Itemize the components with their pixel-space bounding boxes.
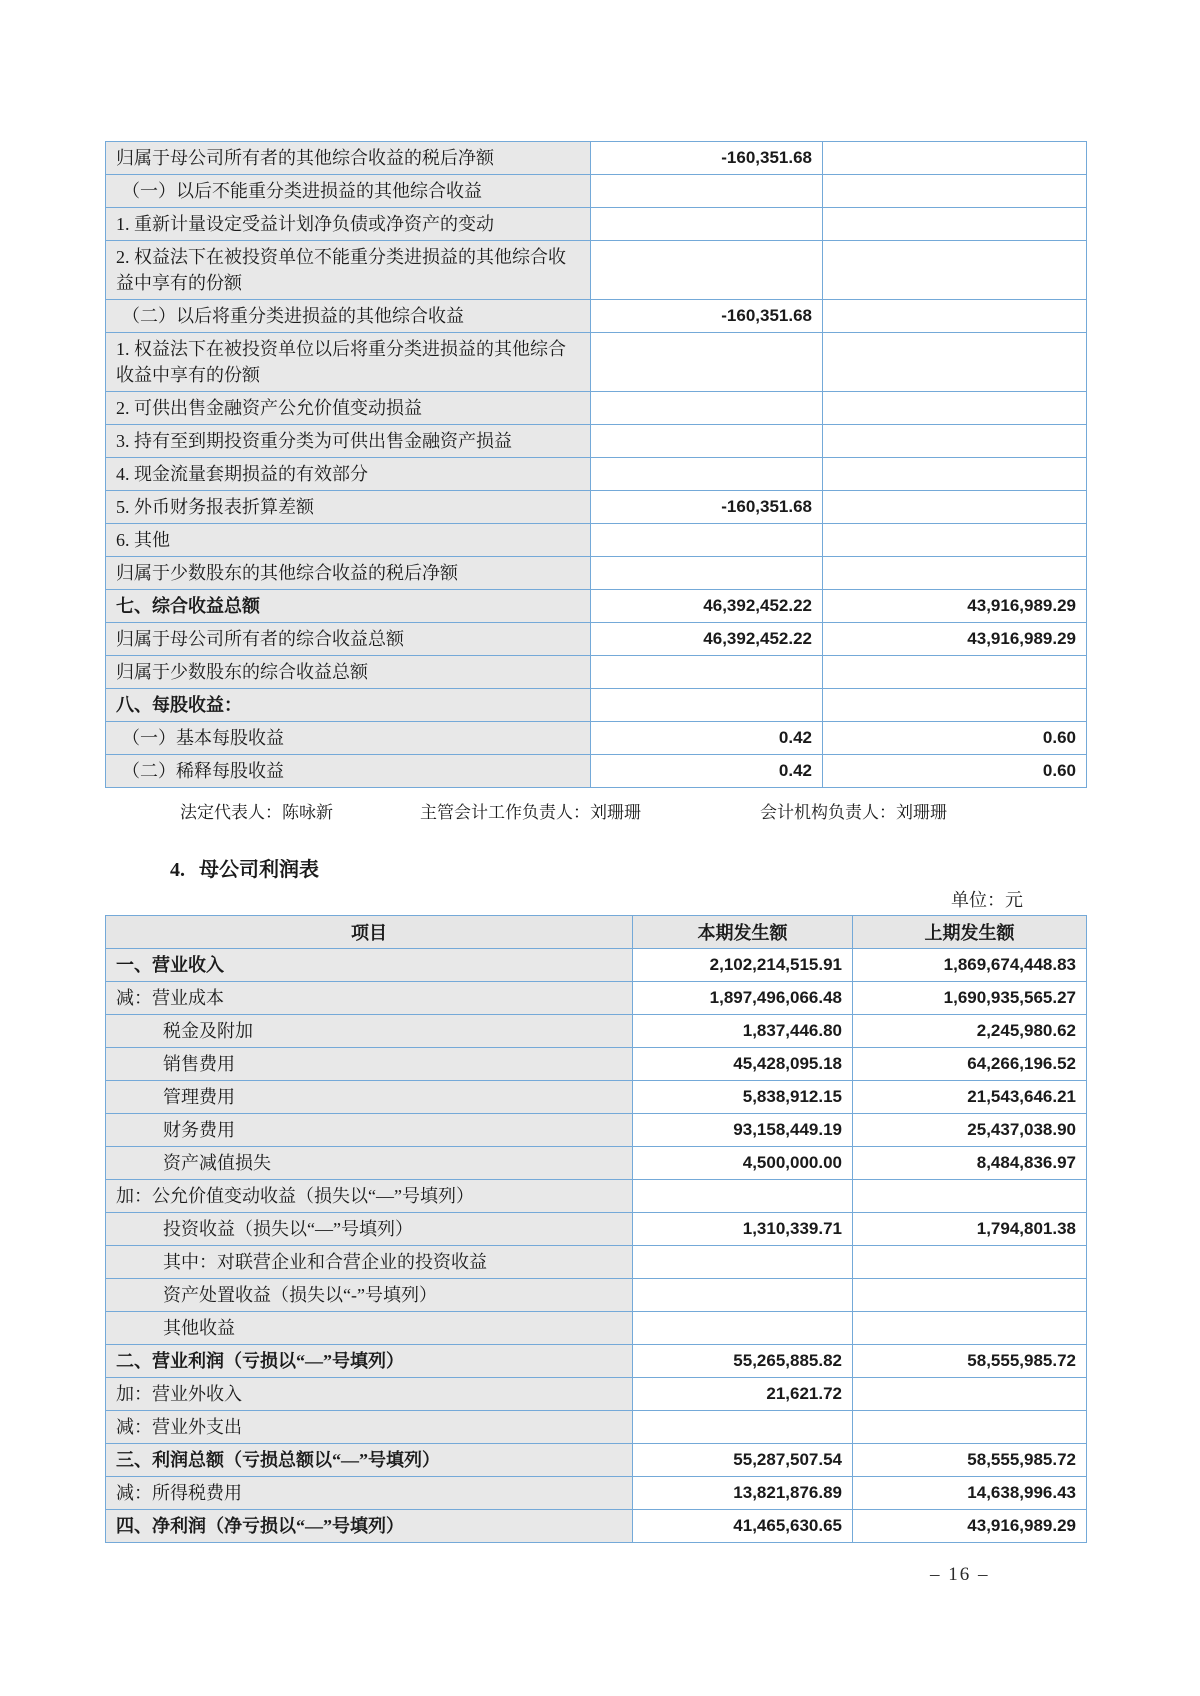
current-period-value: 93,158,449.19 [633,1114,853,1147]
current-period-value: 1,897,496,066.48 [633,982,853,1015]
table-row [106,458,1087,491]
current-period-value: -160,351.68 [591,491,823,524]
current-period-value: 41,465,630.65 [633,1510,853,1543]
table-row [106,656,1087,689]
prior-period-value: 25,437,038.90 [853,1114,1087,1147]
parent-income-rows [106,949,1087,1543]
prior-period-value: 43,916,989.29 [823,623,1087,656]
prior-period-value: 0.60 [823,755,1087,788]
current-period-value: 21,621.72 [633,1378,853,1411]
current-period-value [591,689,823,722]
table-row [106,1048,1087,1081]
prior-period-value: 43,916,989.29 [853,1510,1087,1543]
prior-period-value [853,1246,1087,1279]
table-row [106,1114,1087,1147]
prior-period-value [823,491,1087,524]
current-period-value: 55,287,507.54 [633,1444,853,1477]
prior-period-value [823,425,1087,458]
current-period-value: 45,428,095.18 [633,1048,853,1081]
row-label: 1. 权益法下在被投资单位以后将重分类进损益的其他综合收益中享有的份额 [106,333,591,392]
row-label: 1. 重新计量设定受益计划净负债或净资产的变动 [106,208,591,241]
prior-period-value: 8,484,836.97 [853,1147,1087,1180]
row-label: 税金及附加 [106,1015,633,1048]
current-period-value [633,1180,853,1213]
prior-period-value [853,1279,1087,1312]
row-label: 减：所得税费用 [106,1477,633,1510]
table-row [106,590,1087,623]
legal-representative: 法定代表人：陈咏新 [180,803,333,822]
current-period-value: 55,265,885.82 [633,1345,853,1378]
section-number: 4. [170,859,185,881]
table-row [106,722,1087,755]
table-row [106,623,1087,656]
row-label: 四、净利润（净亏损以“—”号填列） [106,1510,633,1543]
current-period-value [591,392,823,425]
table-row [106,1279,1087,1312]
row-label: 2. 可供出售金融资产公允价值变动损益 [106,392,591,425]
table-row [106,1444,1087,1477]
row-label: 归属于少数股东的综合收益总额 [106,656,591,689]
section-title-text: 母公司利润表 [199,859,319,881]
prior-period-value [853,1378,1087,1411]
current-period-value [633,1411,853,1444]
table-row [106,557,1087,590]
prior-period-value [823,524,1087,557]
row-label: 归属于少数股东的其他综合收益的税后净额 [106,557,591,590]
prior-period-value: 58,555,985.72 [853,1444,1087,1477]
prior-period-value: 0.60 [823,722,1087,755]
row-label: （一）以后不能重分类进损益的其他综合收益 [106,175,591,208]
current-period-value [633,1246,853,1279]
table-row [106,689,1087,722]
table-row [106,1312,1087,1345]
current-period-value [591,175,823,208]
table-row [106,491,1087,524]
row-label: （二）稀释每股收益 [106,755,591,788]
current-period-value [633,1312,853,1345]
current-period-value [591,241,823,300]
row-label: 减：营业成本 [106,982,633,1015]
table-row [106,1477,1087,1510]
row-label: 减：营业外支出 [106,1411,633,1444]
comprehensive-income-table [105,141,1087,788]
current-period-value: 2,102,214,515.91 [633,949,853,982]
row-label: （一）基本每股收益 [106,722,591,755]
row-label: 加：公允价值变动收益（损失以“—”号填列） [106,1180,633,1213]
table-row [106,1147,1087,1180]
current-period-value [633,1279,853,1312]
current-period-value [591,425,823,458]
current-period-value [591,557,823,590]
current-period-value: 46,392,452.22 [591,590,823,623]
table-row [106,300,1087,333]
table-row [106,1345,1087,1378]
signature-line [105,798,1086,822]
row-label: 归属于母公司所有者的其他综合收益的税后净额 [106,142,591,175]
prior-period-value: 21,543,646.21 [853,1081,1087,1114]
row-label: 5. 外币财务报表折算差额 [106,491,591,524]
prior-period-value: 58,555,985.72 [853,1345,1087,1378]
table-row [106,1081,1087,1114]
current-period-value: 1,837,446.80 [633,1015,853,1048]
prior-period-value [823,208,1087,241]
row-label: 其中：对联营企业和合营企业的投资收益 [106,1246,633,1279]
current-period-value [591,333,823,392]
row-label: 其他收益 [106,1312,633,1345]
prior-period-value: 2,245,980.62 [853,1015,1087,1048]
row-label: 资产减值损失 [106,1147,633,1180]
prior-period-value [823,175,1087,208]
current-period-value [591,656,823,689]
column-header-item: 项目 [106,916,633,949]
table-row [106,1180,1087,1213]
row-label: 一、营业收入 [106,949,633,982]
prior-period-value: 64,266,196.52 [853,1048,1087,1081]
prior-period-value [853,1411,1087,1444]
prior-period-value: 1,794,801.38 [853,1213,1087,1246]
current-period-value: 13,821,876.89 [633,1477,853,1510]
prior-period-value [823,392,1087,425]
column-header-prior-period: 上期发生额 [853,916,1087,949]
row-label: 资产处置收益（损失以“-”号填列） [106,1279,633,1312]
row-label: 3. 持有至到期投资重分类为可供出售金融资产损益 [106,425,591,458]
current-period-value: 0.42 [591,722,823,755]
prior-period-value [853,1180,1087,1213]
row-label: 二、营业利润（亏损以“—”号填列） [106,1345,633,1378]
table-header-row [106,916,1087,949]
current-period-value [591,458,823,491]
current-period-value: -160,351.68 [591,142,823,175]
table-row [106,1510,1087,1543]
prior-period-value [823,557,1087,590]
row-label: 2. 权益法下在被投资单位不能重分类进损益的其他综合收益中享有的份额 [106,241,591,300]
chief-accountant: 主管会计工作负责人：刘珊珊 [420,803,641,822]
table-row [106,142,1087,175]
table-row [106,949,1087,982]
current-period-value: 46,392,452.22 [591,623,823,656]
current-period-value: 5,838,912.15 [633,1081,853,1114]
accounting-org-head: 会计机构负责人：刘珊珊 [760,803,947,822]
row-label: （二）以后将重分类进损益的其他综合收益 [106,300,591,333]
prior-period-value [823,300,1087,333]
current-period-value: 4,500,000.00 [633,1147,853,1180]
current-period-value: -160,351.68 [591,300,823,333]
prior-period-value [823,656,1087,689]
row-label: 八、每股收益： [106,689,591,722]
prior-period-value: 43,916,989.29 [823,590,1087,623]
row-label: 6. 其他 [106,524,591,557]
column-header-current-period: 本期发生额 [633,916,853,949]
table-row [106,392,1087,425]
table-row [106,241,1087,300]
current-period-value: 1,310,339.71 [633,1213,853,1246]
table-row [106,524,1087,557]
row-label: 三、利润总额（亏损总额以“—”号填列） [106,1444,633,1477]
prior-period-value [823,333,1087,392]
table-row [106,1015,1087,1048]
row-label: 七、综合收益总额 [106,590,591,623]
row-label: 财务费用 [106,1114,633,1147]
table-row [106,333,1087,392]
comprehensive-income-rows [106,142,1087,788]
table-row [106,425,1087,458]
row-label: 管理费用 [106,1081,633,1114]
prior-period-value [823,241,1087,300]
page-number: – 16 – [930,1564,990,1585]
table-row [106,208,1087,241]
table-row [106,982,1087,1015]
table-row [106,175,1087,208]
prior-period-value [823,689,1087,722]
row-label: 加：营业外收入 [106,1378,633,1411]
table-row [106,755,1087,788]
unit-label: 单位：元 [951,890,1023,910]
prior-period-value [823,142,1087,175]
prior-period-value: 1,869,674,448.83 [853,949,1087,982]
row-label: 归属于母公司所有者的综合收益总额 [106,623,591,656]
row-label: 投资收益（损失以“—”号填列） [106,1213,633,1246]
table-row [106,1378,1087,1411]
table-row [106,1411,1087,1444]
prior-period-value: 1,690,935,565.27 [853,982,1087,1015]
current-period-value: 0.42 [591,755,823,788]
prior-period-value: 14,638,996.43 [853,1477,1087,1510]
current-period-value [591,524,823,557]
prior-period-value [853,1312,1087,1345]
table-row [106,1213,1087,1246]
table-row [106,1246,1087,1279]
prior-period-value [823,458,1087,491]
current-period-value [591,208,823,241]
section-title [170,853,319,882]
row-label: 销售费用 [106,1048,633,1081]
parent-income-statement-table [105,915,1087,1543]
row-label: 4. 现金流量套期损益的有效部分 [106,458,591,491]
